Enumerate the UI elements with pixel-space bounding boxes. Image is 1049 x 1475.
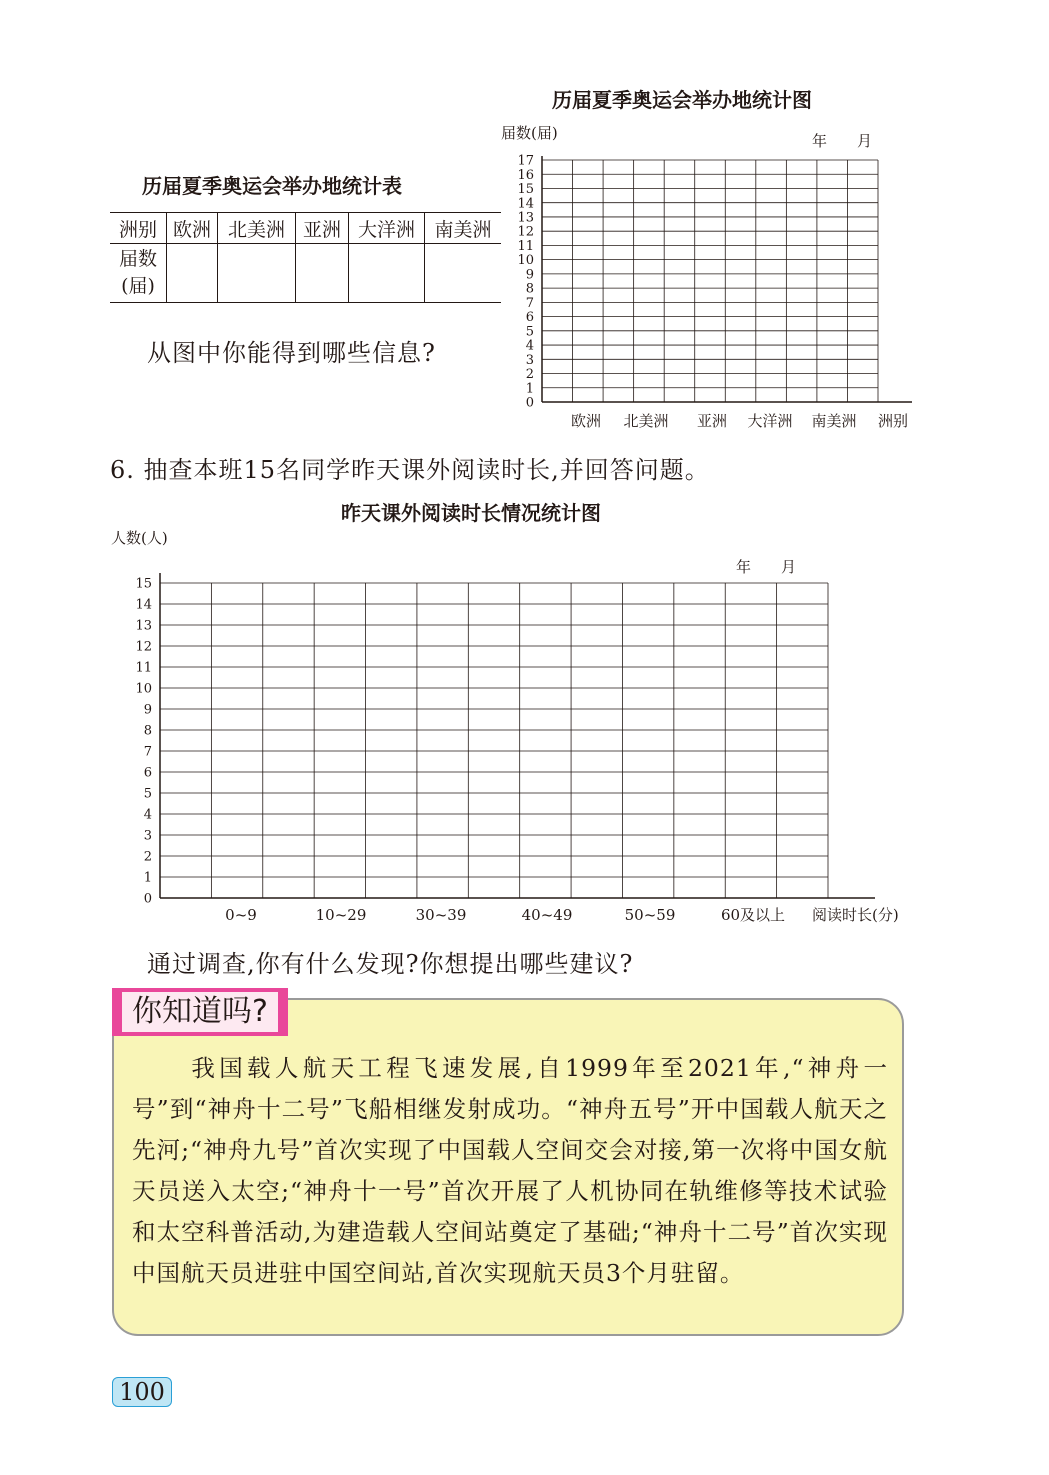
table-cell-blank[interactable] <box>296 244 349 303</box>
y-tick-label: 3 <box>525 352 534 368</box>
problem6-question: 通过调查,你有什么发现?你想提出哪些建议? <box>147 950 634 978</box>
did-you-know-paragraph: 我国载人航天工程飞速发展,自1999年至2021年,“神舟一号”到“神舟十二号”飞船相继发射成功。“神舟五号”开中国载人航天之先河;“神舟九号”首次实现了中国载人空间交会对接,第一次将中国女航天员送入太空;“神舟十一号”首次开展了人机协同在轨维修等技术试验和太空科普活动,为建造载人空间站奠定了基础;“神舟十二号”首次实现中国航天员进驻中国空间站,首次实现航天员3个月驻留。 <box>132 1054 888 1287</box>
table-header-cell: 大洋洲 <box>349 213 425 244</box>
olympics-date-label: 年 月 <box>812 132 873 150</box>
x-category-label: 南美洲 <box>811 412 857 430</box>
y-tick-label: 1 <box>143 870 152 886</box>
table-header-cell: 欧洲 <box>167 213 218 244</box>
table-row-label <box>110 244 167 303</box>
table-row-label-line: 届数 <box>118 248 157 270</box>
y-tick-label: 13 <box>517 210 534 226</box>
y-tick-label: 4 <box>525 338 534 354</box>
y-tick-label: 10 <box>135 681 152 697</box>
did-you-know-text <box>132 1048 888 1294</box>
table-cell-blank[interactable] <box>218 244 296 303</box>
reading-y-axis-label: 人数(人) <box>111 529 168 547</box>
x-category-label: 欧洲 <box>570 412 602 430</box>
y-tick-label: 14 <box>135 597 152 613</box>
y-tick-label: 8 <box>525 281 534 297</box>
y-tick-label: 5 <box>525 324 534 340</box>
y-tick-label: 16 <box>517 167 534 183</box>
table-header-cell: 南美洲 <box>425 213 502 244</box>
y-tick-label: 10 <box>517 253 534 269</box>
reading-date-label: 年 月 <box>736 558 797 576</box>
y-tick-label: 0 <box>525 395 534 411</box>
olympics-stat-table <box>110 212 501 303</box>
x-category-label: 10~29 <box>315 906 367 924</box>
y-tick-label: 15 <box>517 182 534 198</box>
y-tick-label: 3 <box>143 828 152 844</box>
y-tick-label: 5 <box>143 786 152 802</box>
olympics-chart-title: 历届夏季奥运会举办地统计图 <box>552 88 812 112</box>
x-category-label: 0~9 <box>225 906 257 924</box>
table-row <box>110 244 501 303</box>
table-header-cell: 北美洲 <box>218 213 296 244</box>
y-tick-label: 9 <box>143 702 152 718</box>
reading-chart <box>110 550 960 935</box>
y-tick-label: 11 <box>135 660 152 676</box>
table-cell-blank[interactable] <box>167 244 218 303</box>
did-you-know-tag-label: 你知道吗? <box>122 992 278 1032</box>
y-tick-label: 13 <box>135 618 152 634</box>
y-tick-label: 7 <box>143 744 152 760</box>
x-category-label: 大洋洲 <box>747 412 793 430</box>
y-tick-label: 12 <box>135 639 152 655</box>
table-row-label-line: (届) <box>121 275 155 297</box>
x-category-label: 40~49 <box>521 906 573 924</box>
olympics-y-axis-label: 届数(届) <box>501 124 558 142</box>
did-you-know-box <box>112 998 904 1336</box>
y-tick-label: 0 <box>143 891 152 907</box>
table-header-row <box>110 213 501 244</box>
table-header-cell: 洲别 <box>110 213 167 244</box>
y-tick-label: 14 <box>517 196 534 212</box>
y-tick-label: 6 <box>525 310 534 326</box>
page-number: 100 <box>112 1377 172 1407</box>
y-tick-label: 7 <box>525 295 534 311</box>
y-tick-label: 6 <box>143 765 152 781</box>
x-category-label: 北美洲 <box>623 412 669 430</box>
x-axis-label: 阅读时长(分) <box>812 906 899 924</box>
y-tick-label: 1 <box>525 381 534 397</box>
olympics-question: 从图中你能得到哪些信息? <box>147 339 436 367</box>
x-axis-label: 洲别 <box>878 412 909 430</box>
reading-chart-title: 昨天课外阅读时长情况统计图 <box>341 501 601 525</box>
y-tick-label: 2 <box>143 849 152 865</box>
y-tick-label: 15 <box>135 576 152 592</box>
y-tick-label: 4 <box>143 807 152 823</box>
y-tick-label: 12 <box>517 224 534 240</box>
table-cell-blank[interactable] <box>425 244 502 303</box>
olympics-table-title: 历届夏季奥运会举办地统计表 <box>142 174 402 198</box>
x-category-label: 50~59 <box>624 906 676 924</box>
table-cell-blank[interactable] <box>349 244 425 303</box>
x-category-label: 60及以上 <box>720 906 786 924</box>
y-tick-label: 17 <box>517 153 534 169</box>
x-category-label: 亚洲 <box>696 412 728 430</box>
y-tick-label: 9 <box>525 267 534 283</box>
olympics-chart <box>500 140 930 440</box>
y-tick-label: 11 <box>517 238 534 254</box>
table-header-cell: 亚洲 <box>296 213 349 244</box>
problem6-statement: 6. 抽查本班15名同学昨天课外阅读时长,并回答问题。 <box>110 456 710 484</box>
y-tick-label: 8 <box>143 723 152 739</box>
x-category-label: 30~39 <box>415 906 467 924</box>
did-you-know-tag <box>112 988 288 1036</box>
y-tick-label: 2 <box>525 367 534 383</box>
